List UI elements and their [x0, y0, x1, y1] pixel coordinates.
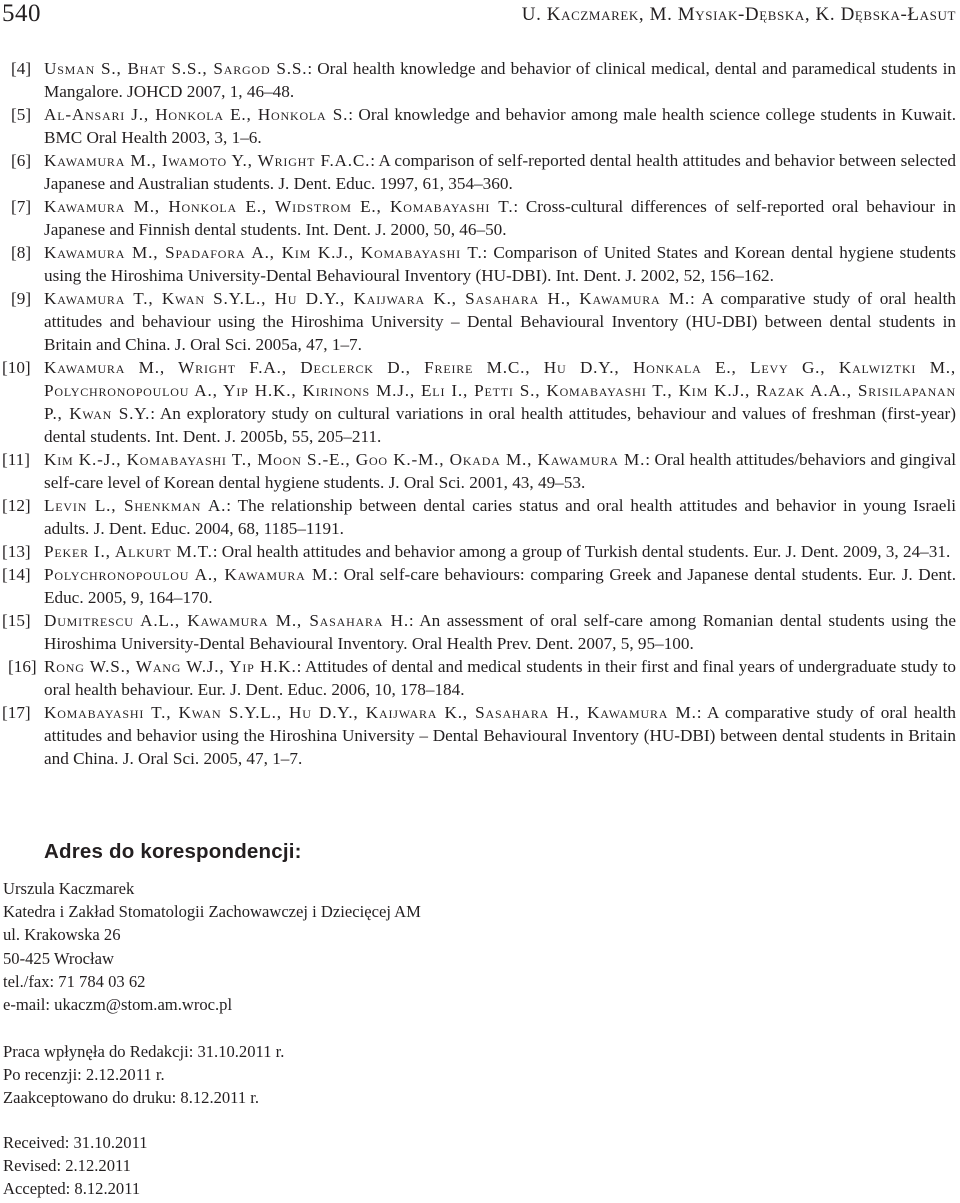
reference-item — [0, 149, 956, 195]
correspondence-section — [3, 838, 950, 1016]
reference-number: [12] — [2, 496, 31, 515]
reference-item — [0, 563, 956, 609]
reference-authors: Kawamura T., Kwan S.Y.L., Hu D.Y., Kaijwara K., Sasahara H., Kawamura M. — [44, 289, 691, 308]
reference-number: [10] — [2, 358, 31, 377]
date-revised-pl: Po recenzji: 2.12.2011 r. — [3, 1065, 165, 1085]
reference-authors: Peker I., Alkurt M.T. — [44, 542, 213, 561]
date-accepted: Accepted: 8.12.2011 — [3, 1179, 141, 1199]
reference-number: [9] — [11, 289, 32, 308]
reference-number: [8] — [11, 243, 32, 262]
reference-item — [0, 195, 956, 241]
reference-text: : A comparative study of oral health attitudes and behaviour using the Hiroshima University – Dental Behavioural Inventory (HU-DBI) between dental students in Britain and China. J. Oral Sci. 2005a, 47, 1–7. — [44, 289, 956, 354]
reference-authors: Polychronopoulou A., Kawamura M. — [44, 565, 334, 584]
running-head: U. Kaczmarek, M. Mysiak-Dębska, K. Dębska-Łasut — [521, 4, 956, 25]
dates-polish — [3, 1040, 284, 1110]
reference-text: : The relationship between dental caries status and oral health attitudes and behavior in young Israeli adults. J. Dent. Educ. 2004, 68, 1185–1191. — [44, 496, 956, 538]
reference-item — [0, 241, 956, 287]
reference-item — [0, 655, 956, 701]
date-accepted-pl: Zaakceptowano do druku: 8.12.2011 r. — [3, 1088, 260, 1108]
reference-text: : Attitudes of dental and medical students in their first and final years of undergraduate study to oral health behaviour. Eur. J. Dent. Educ. 2006, 10, 178–184. — [44, 657, 956, 699]
page-number: 540 — [2, 0, 41, 27]
reference-authors: Rong W.S., Wang W.J., Yip H.K. — [44, 657, 297, 676]
correspondence-address — [3, 877, 950, 1016]
reference-item — [0, 448, 956, 494]
reference-authors: Usman S., Bhat S.S., Sargod S.S. — [44, 59, 308, 78]
reference-authors: Kawamura M., Wright F.A., Declerck D., Freire M.C., Hu D.Y., Honkala E., Levy G., Kalwiztki M., Polychronopoulou A., Yip H.K., Kirinons M.J., Eli I., Petti S., Komabayashi T., Kim K.J., Razak A.A., Srisilapanan P., Kwan S.Y. — [44, 358, 956, 423]
reference-text: : A comparative study of oral health attitudes and behavior using the Hiroshina University – Dental Behavioural Inventory (HU-DBI) between dental students in Britain and China. J. Oral Sci. 2005, 47, 1–7. — [44, 703, 956, 768]
reference-authors: Kawamura M., Honkola E., Widstrom E., Komabayashi T. — [44, 197, 514, 216]
reference-number: [16] — [8, 657, 37, 676]
reference-item — [0, 356, 956, 448]
date-received: Received: 31.10.2011 — [3, 1133, 148, 1152]
reference-number: [15] — [2, 611, 31, 630]
correspondence-phone: tel./fax: 71 784 03 62 — [3, 971, 146, 991]
reference-item — [0, 494, 956, 540]
reference-number: [4] — [11, 59, 32, 78]
reference-number: [13] — [2, 542, 31, 561]
correspondence-department: Katedra i Zakład Stomatologii Zachowawczej i Dziecięcej AM — [3, 902, 421, 922]
reference-number: [5] — [11, 105, 32, 124]
reference-authors: Al-Ansari J., Honkola E., Honkola S. — [44, 105, 349, 124]
reference-item — [0, 609, 956, 655]
reference-authors: Kawamura M., Iwamoto Y., Wright F.A.C. — [44, 151, 371, 170]
date-received-pl: Praca wpłynęła do Redakcji: 31.10.2011 r. — [3, 1042, 285, 1061]
reference-text: : Oral health knowledge and behavior of clinical medical, dental and paramedical students in Mangalore. JOHCD 2007, 1, 46–48. — [44, 59, 956, 101]
reference-authors: Levin L., Shenkman A. — [44, 496, 227, 515]
reference-number: [6] — [11, 151, 32, 170]
reference-text: : Oral health attitudes/behaviors and gingival self-care level of Korean dental hygiene students. J. Oral Sci. 2001, 43, 49–53. — [44, 450, 956, 492]
reference-item — [0, 287, 956, 356]
reference-authors: Dumitrescu A.L., Kawamura M., Sasahara H. — [44, 611, 409, 630]
correspondence-street: ul. Krakowska 26 — [3, 925, 121, 945]
correspondence-city: 50-425 Wrocław — [3, 948, 115, 968]
reference-item — [0, 57, 956, 103]
page-header — [2, 0, 956, 30]
date-revised: Revised: 2.12.2011 — [3, 1156, 131, 1176]
correspondence-email: e-mail: ukaczm@stom.am.wroc.pl — [3, 995, 233, 1015]
reference-text: : Cross-cultural differences of self-reported oral behaviour in Japanese and Finnish dental students. Int. Dent. J. 2000, 50, 46–50. — [44, 197, 956, 239]
reference-item — [0, 701, 956, 770]
reference-number: [7] — [11, 197, 32, 216]
reference-authors: Kawamura M., Spadafora A., Kim K.J., Komabayashi T. — [44, 243, 483, 262]
reference-authors: Kim K.-J., Komabayashi T., Moon S.-E., Goo K.-M., Okada M., Kawamura M. — [44, 450, 646, 469]
reference-text: : Oral self-care behaviours: comparing Greek and Japanese dental students. Eur. J. Dent. Educ. 2005, 9, 164–170. — [44, 565, 956, 607]
reference-text: : Oral health attitudes and behavior among a group of Turkish dental students. Eur. J. Dent. 2009, 3, 24–31. — [212, 542, 951, 561]
dates-english — [3, 1131, 148, 1201]
correspondence-name: Urszula Kaczmarek — [3, 879, 135, 898]
reference-number: [14] — [2, 565, 31, 584]
reference-text: : Comparison of United States and Korean dental hygiene students using the Hiroshima University-Dental Behavioural Inventory (HU-DBI). Int. Dent. J. 2002, 52, 156–162. — [44, 243, 956, 285]
reference-number: [11] — [2, 450, 30, 469]
reference-authors: Komabayashi T., Kwan S.Y.L., Hu D.Y., Kaijwara K., Sasahara H., Kawamura M. — [44, 703, 697, 722]
reference-text: : A comparison of self-reported dental health attitudes and behavior between selected Japanese and Australian students. J. Dent. Educ. 1997, 61, 354–360. — [44, 151, 956, 193]
reference-number: [17] — [2, 703, 31, 722]
reference-list — [0, 57, 956, 770]
reference-text: : An assessment of oral self-care among Romanian dental students using the Hiroshima University-Dental Behavioural Inventory. Oral Health Prev. Dent. 2007, 5, 95–100. — [44, 611, 956, 653]
reference-text: : Oral knowledge and behavior among male health science college students in Kuwait. BMC Oral Health 2003, 3, 1–6. — [44, 105, 956, 147]
reference-item — [0, 103, 956, 149]
reference-item — [0, 540, 956, 563]
reference-text: : An exploratory study on cultural variations in oral health attitudes, behaviour and values of freshman (first-year) dental students. Int. Dent. J. 2005b, 55, 205–211. — [44, 404, 956, 446]
correspondence-heading: Adres do korespondencji: — [44, 840, 302, 863]
